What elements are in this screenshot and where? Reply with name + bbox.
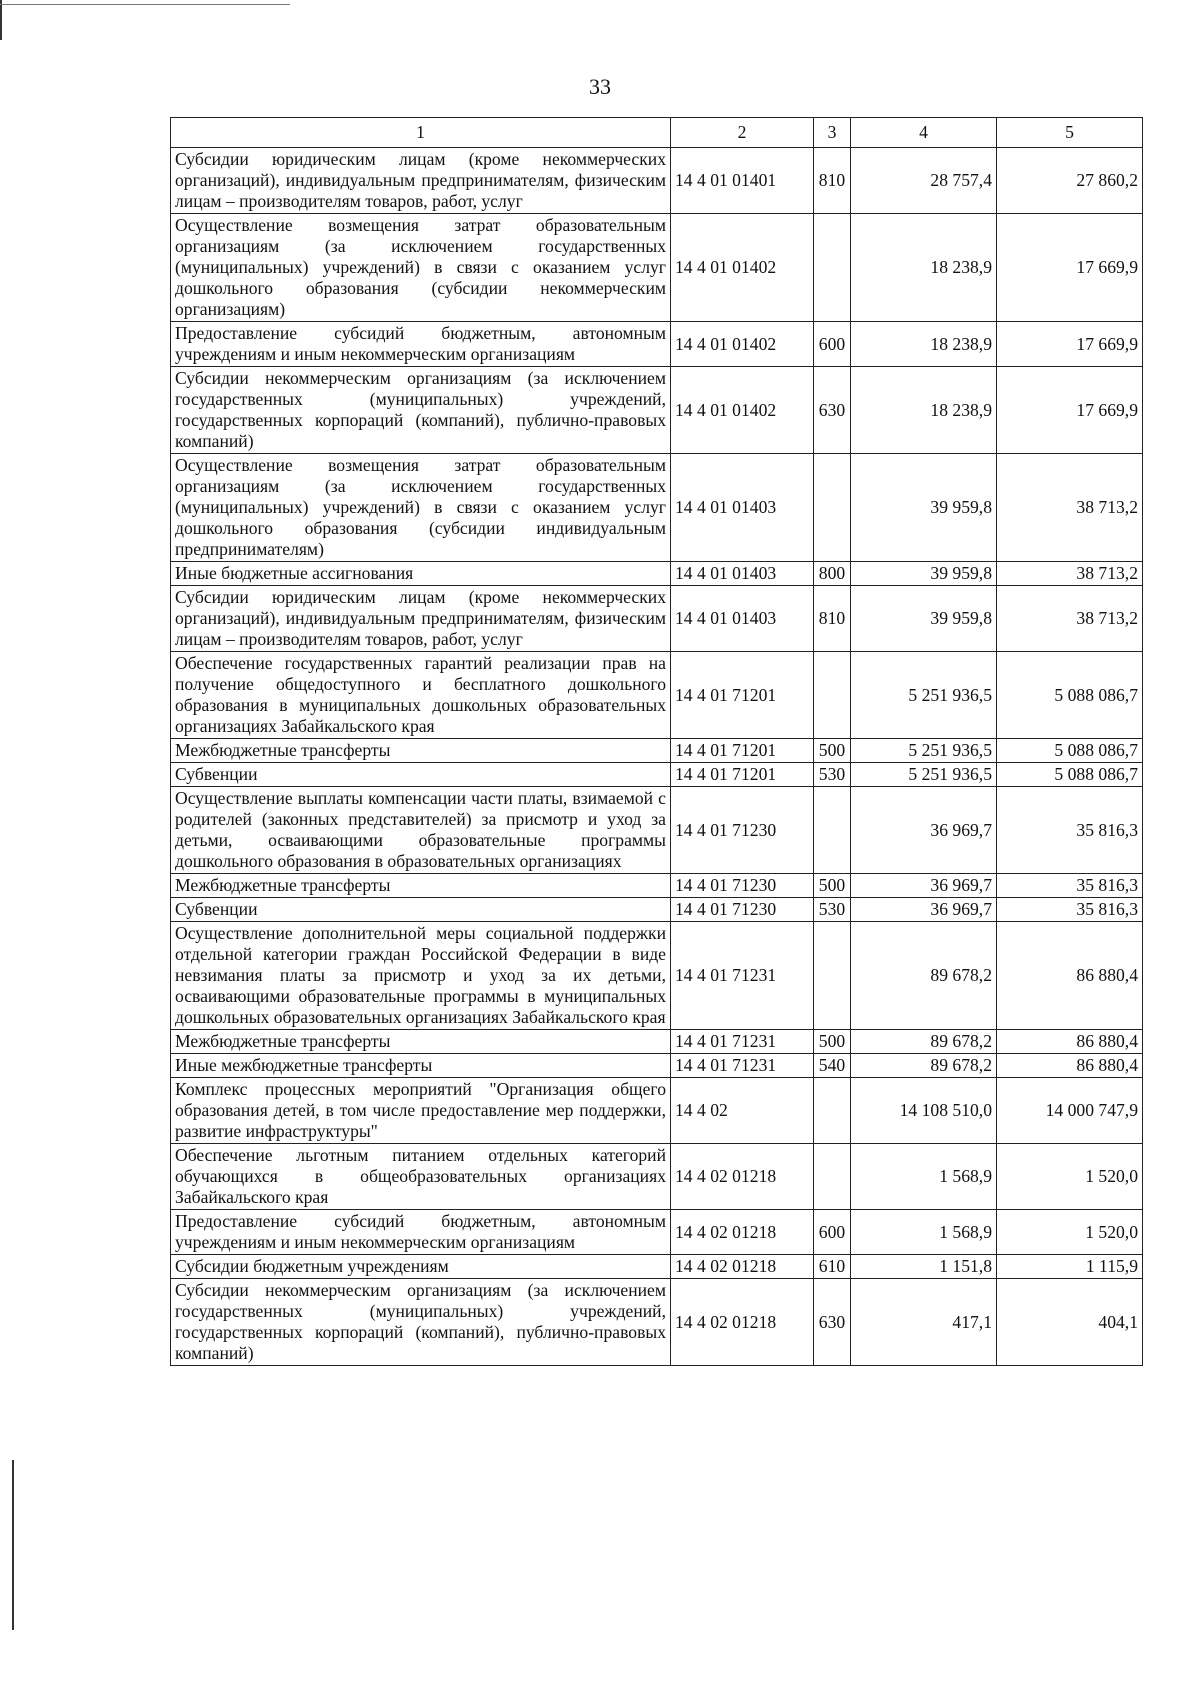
- table-row: [171, 322, 1143, 367]
- table-row: [171, 148, 1143, 214]
- row-code: 14 4 02 01218: [671, 1255, 814, 1279]
- row-amount-2025: 1 520,0: [997, 1144, 1143, 1210]
- row-expense-type: 500: [814, 1030, 851, 1054]
- row-description: Предоставление субсидий бюджетным, автономным учреждениям и иным некоммерческим организациям: [171, 322, 671, 367]
- row-description: Обеспечение льготным питанием отдельных категорий обучающихся в общеобразовательных организациях Забайкальского края: [171, 1144, 671, 1210]
- table-row: [171, 214, 1143, 322]
- table-row: [171, 1030, 1143, 1054]
- row-expense-type: [814, 1078, 851, 1144]
- row-description: Субсидии некоммерческим организациям (за исключением государственных (муниципальных) учреждений, государственных корпораций (компаний), публично-правовых компаний): [171, 1279, 671, 1366]
- row-code: 14 4 01 71230: [671, 874, 814, 898]
- row-code: 14 4 01 01402: [671, 214, 814, 322]
- row-expense-type: [814, 1144, 851, 1210]
- row-amount-2024: 28 757,4: [851, 148, 997, 214]
- column-header: 4: [851, 118, 997, 148]
- row-expense-type: 540: [814, 1054, 851, 1078]
- row-description: Осуществление возмещения затрат образовательным организациям (за исключением государственных (муниципальных) учреждений) в связи с оказанием услуг дошкольного образования (субсидии индивидуальным предпринимателям): [171, 454, 671, 562]
- scan-edge-top-rule: [0, 4, 290, 5]
- row-description: Субсидии юридическим лицам (кроме некоммерческих организаций), индивидуальным предпринимателям, физическим лицам – производителям товаров, работ, услуг: [171, 586, 671, 652]
- row-code: 14 4 02 01218: [671, 1279, 814, 1366]
- row-code: 14 4 02: [671, 1078, 814, 1144]
- row-amount-2024: 1 568,9: [851, 1210, 997, 1255]
- header-row: [171, 118, 1143, 148]
- scan-edge-bottom: [12, 1460, 14, 1630]
- row-description: Межбюджетные трансферты: [171, 1030, 671, 1054]
- row-amount-2024: 5 251 936,5: [851, 739, 997, 763]
- row-code: 14 4 01 71201: [671, 652, 814, 739]
- row-expense-type: [814, 922, 851, 1030]
- row-amount-2024: 5 251 936,5: [851, 652, 997, 739]
- row-amount-2025: 86 880,4: [997, 1030, 1143, 1054]
- row-amount-2024: 39 959,8: [851, 586, 997, 652]
- row-expense-type: 610: [814, 1255, 851, 1279]
- row-amount-2025: 35 816,3: [997, 874, 1143, 898]
- row-description: Иные бюджетные ассигнования: [171, 562, 671, 586]
- row-expense-type: 500: [814, 874, 851, 898]
- row-description: Межбюджетные трансферты: [171, 739, 671, 763]
- row-amount-2024: 89 678,2: [851, 1030, 997, 1054]
- table-row: [171, 562, 1143, 586]
- row-expense-type: 500: [814, 739, 851, 763]
- row-amount-2024: 39 959,8: [851, 454, 997, 562]
- table-row: [171, 652, 1143, 739]
- row-amount-2024: 36 969,7: [851, 898, 997, 922]
- row-description: Субвенции: [171, 898, 671, 922]
- row-code: 14 4 01 71230: [671, 898, 814, 922]
- page-number: 33: [589, 74, 611, 99]
- row-description: Иные межбюджетные трансферты: [171, 1054, 671, 1078]
- row-code: 14 4 01 71231: [671, 1054, 814, 1078]
- row-amount-2024: 5 251 936,5: [851, 763, 997, 787]
- row-amount-2025: 1 115,9: [997, 1255, 1143, 1279]
- row-amount-2025: 1 520,0: [997, 1210, 1143, 1255]
- row-amount-2024: 18 238,9: [851, 367, 997, 454]
- row-expense-type: 810: [814, 148, 851, 214]
- row-expense-type: [814, 787, 851, 874]
- row-amount-2025: 27 860,2: [997, 148, 1143, 214]
- row-expense-type: 810: [814, 586, 851, 652]
- row-code: 14 4 01 01403: [671, 586, 814, 652]
- row-description: Осуществление выплаты компенсации части платы, взимаемой с родителей (законных представителей) за присмотр и уход за детьми, осваивающими образовательные программы дошкольного образования в образовательных организациях: [171, 787, 671, 874]
- row-code: 14 4 01 71201: [671, 739, 814, 763]
- row-description: Субсидии юридическим лицам (кроме некоммерческих организаций), индивидуальным предпринимателям, физическим лицам – производителям товаров, работ, услуг: [171, 148, 671, 214]
- row-amount-2025: 38 713,2: [997, 586, 1143, 652]
- row-code: 14 4 02 01218: [671, 1144, 814, 1210]
- row-code: 14 4 01 01402: [671, 322, 814, 367]
- table-row: [171, 1255, 1143, 1279]
- scan-edge-top: [0, 0, 2, 40]
- row-code: 14 4 01 71231: [671, 1030, 814, 1054]
- row-expense-type: [814, 652, 851, 739]
- row-expense-type: 600: [814, 322, 851, 367]
- row-expense-type: 630: [814, 1279, 851, 1366]
- row-amount-2024: 89 678,2: [851, 1054, 997, 1078]
- table-row: [171, 739, 1143, 763]
- row-amount-2024: 36 969,7: [851, 787, 997, 874]
- row-code: 14 4 01 71231: [671, 922, 814, 1030]
- table-row: [171, 1144, 1143, 1210]
- row-code: 14 4 01 71230: [671, 787, 814, 874]
- row-expense-type: 600: [814, 1210, 851, 1255]
- row-amount-2024: 36 969,7: [851, 874, 997, 898]
- column-header: 2: [671, 118, 814, 148]
- row-description: Обеспечение государственных гарантий реализации прав на получение общедоступного и бесплатного дошкольного образования в муниципальных дошкольных образовательных организациях Забайкальского края: [171, 652, 671, 739]
- row-expense-type: 530: [814, 763, 851, 787]
- table-row: [171, 1078, 1143, 1144]
- row-amount-2025: 86 880,4: [997, 1054, 1143, 1078]
- row-amount-2024: 89 678,2: [851, 922, 997, 1030]
- row-amount-2025: 38 713,2: [997, 562, 1143, 586]
- row-amount-2025: 35 816,3: [997, 898, 1143, 922]
- table-row: [171, 922, 1143, 1030]
- table-row: [171, 787, 1143, 874]
- row-amount-2025: 5 088 086,7: [997, 652, 1143, 739]
- row-description: Предоставление субсидий бюджетным, автономным учреждениям и иным некоммерческим организациям: [171, 1210, 671, 1255]
- row-amount-2024: 1 568,9: [851, 1144, 997, 1210]
- row-amount-2025: 35 816,3: [997, 787, 1143, 874]
- row-code: 14 4 01 01401: [671, 148, 814, 214]
- row-description: Субсидии некоммерческим организациям (за исключением государственных (муниципальных) учреждений, государственных корпораций (компаний), публично-правовых компаний): [171, 367, 671, 454]
- row-amount-2024: 1 151,8: [851, 1255, 997, 1279]
- table-row: [171, 1210, 1143, 1255]
- row-amount-2025: 17 669,9: [997, 322, 1143, 367]
- row-code: 14 4 01 01403: [671, 562, 814, 586]
- row-description: Субсидии бюджетным учреждениям: [171, 1255, 671, 1279]
- row-code: 14 4 02 01218: [671, 1210, 814, 1255]
- row-amount-2025: 17 669,9: [997, 367, 1143, 454]
- row-amount-2025: 38 713,2: [997, 454, 1143, 562]
- row-description: Комплекс процессных мероприятий "Организация общего образования детей, в том числе предоставление мер поддержки, развитие инфраструктуры": [171, 1078, 671, 1144]
- column-header: 5: [997, 118, 1143, 148]
- row-amount-2024: 14 108 510,0: [851, 1078, 997, 1144]
- row-amount-2025: 404,1: [997, 1279, 1143, 1366]
- row-amount-2025: 86 880,4: [997, 922, 1143, 1030]
- row-description: Субвенции: [171, 763, 671, 787]
- table-row: [171, 1279, 1143, 1366]
- row-expense-type: 800: [814, 562, 851, 586]
- row-amount-2025: 5 088 086,7: [997, 763, 1143, 787]
- row-amount-2024: 18 238,9: [851, 214, 997, 322]
- table-row: [171, 454, 1143, 562]
- row-amount-2025: 5 088 086,7: [997, 739, 1143, 763]
- row-code: 14 4 01 01403: [671, 454, 814, 562]
- row-description: Осуществление дополнительной меры социальной поддержки отдельной категории граждан Российской Федерации в виде невзимания платы за присмотр и уход за их детьми, осваивающими образовательные программы в муниципальных дошкольных образовательных организациях Забайкальского края: [171, 922, 671, 1030]
- row-description: Осуществление возмещения затрат образовательным организациям (за исключением государственных (муниципальных) учреждений) в связи с оказанием услуг дошкольного образования (субсидии некоммерческим организациям): [171, 214, 671, 322]
- table-row: [171, 1054, 1143, 1078]
- row-description: Межбюджетные трансферты: [171, 874, 671, 898]
- row-amount-2025: 14 000 747,9: [997, 1078, 1143, 1144]
- row-code: 14 4 01 71201: [671, 763, 814, 787]
- budget-table: [170, 117, 1143, 1366]
- row-amount-2024: 417,1: [851, 1279, 997, 1366]
- row-expense-type: 530: [814, 898, 851, 922]
- row-expense-type: 630: [814, 367, 851, 454]
- row-expense-type: [814, 454, 851, 562]
- table-row: [171, 367, 1143, 454]
- table-row: [171, 874, 1143, 898]
- table-row: [171, 898, 1143, 922]
- table-row: [171, 763, 1143, 787]
- row-expense-type: [814, 214, 851, 322]
- row-amount-2024: 18 238,9: [851, 322, 997, 367]
- row-amount-2024: 39 959,8: [851, 562, 997, 586]
- table-row: [171, 586, 1143, 652]
- row-code: 14 4 01 01402: [671, 367, 814, 454]
- column-header: 3: [814, 118, 851, 148]
- column-header: 1: [171, 118, 671, 148]
- row-amount-2025: 17 669,9: [997, 214, 1143, 322]
- table-body: [171, 148, 1143, 1366]
